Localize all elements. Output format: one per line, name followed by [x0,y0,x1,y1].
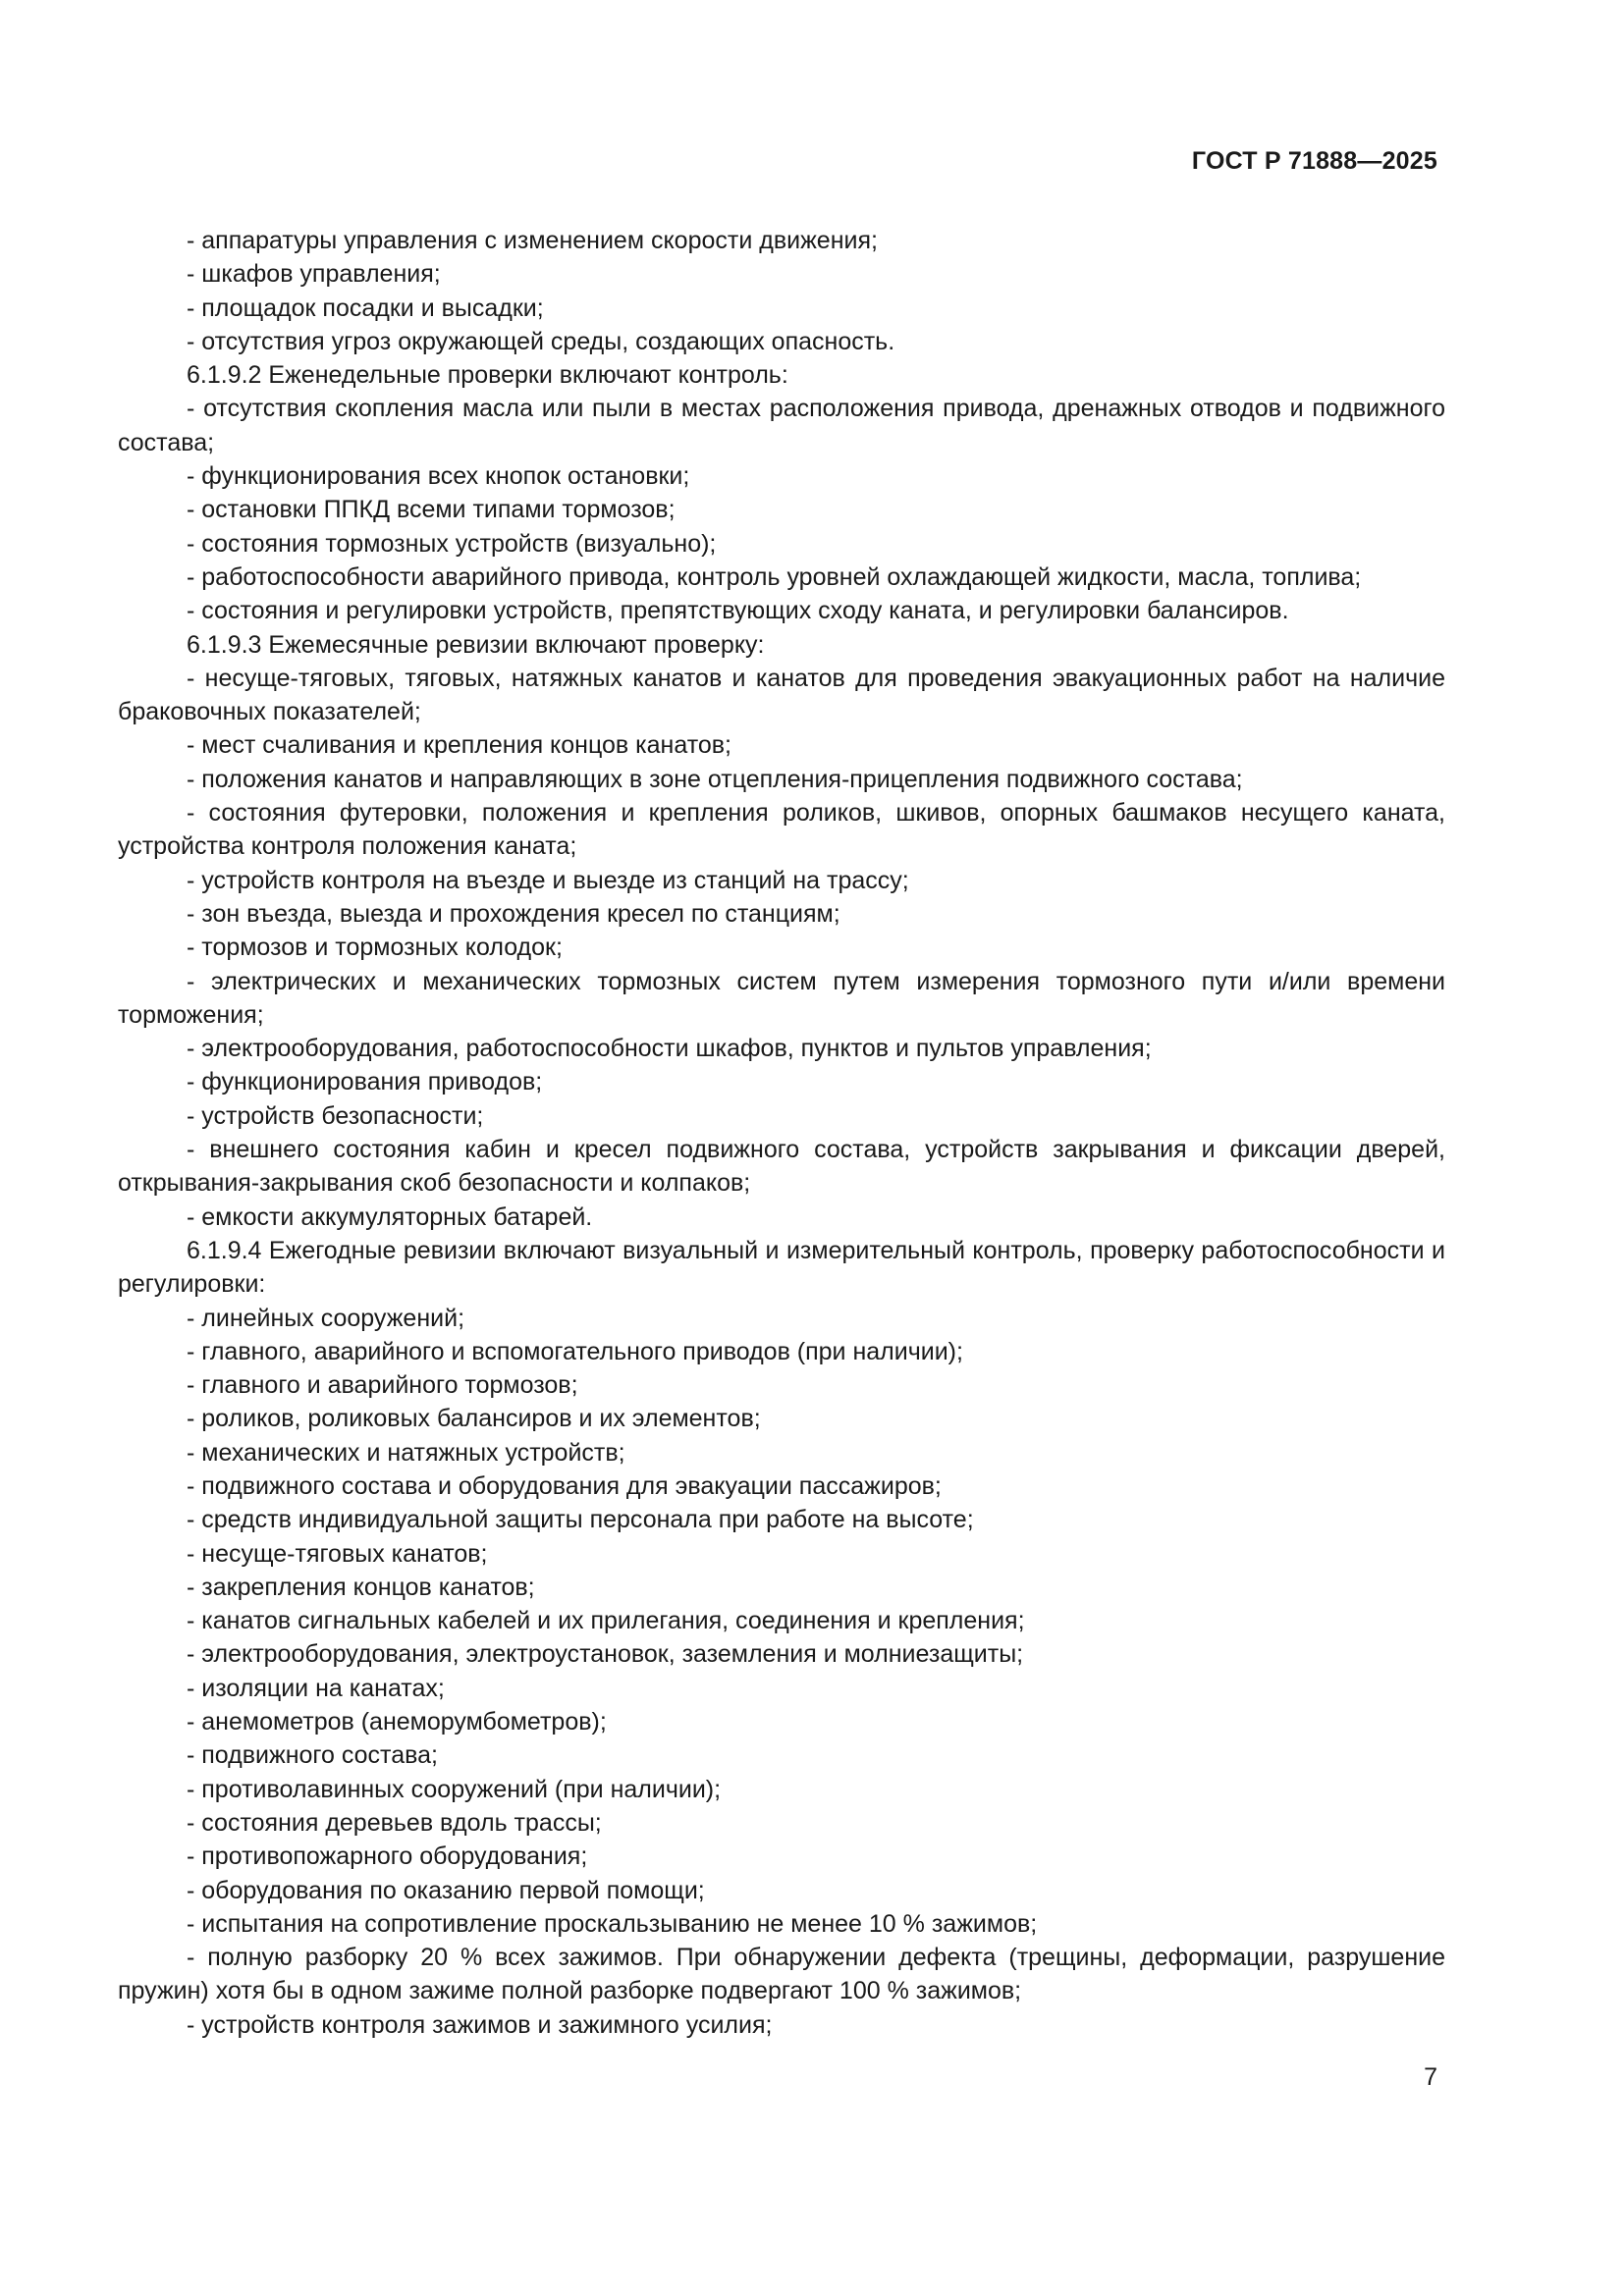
paragraph: - устройств безопасности; [187,1101,484,1130]
paragraph: - шкафов управления; [187,260,441,289]
paragraph: - состояния футеровки, положения и крепления роликов, шкивов, опорных башмаков несущего каната, устройства контроля положения каната; [118,799,1445,861]
section-heading-6-1-9-2: 6.1.9.2 Еженедельные проверки включают контроль: [187,361,788,390]
paragraph: - положения канатов и направляющих в зоне отцепления-прицепления подвижного состава; [187,765,1243,793]
paragraph: - функционирования приводов; [187,1068,543,1096]
paragraph: - мест счаливания и крепления концов канатов; [187,731,732,760]
paragraph: - устройств контроля на въезде и выезде из станций на трассу; [187,866,909,894]
paragraph: - испытания на сопротивление проскальзыванию не менее 10 % зажимов; [187,1909,1038,1938]
paragraph: - подвижного состава и оборудования для эвакуации пассажиров; [187,1471,942,1500]
paragraph: - тормозов и тормозных колодок; [187,934,563,962]
paragraph: - состояния деревьев вдоль трассы; [187,1808,602,1837]
paragraph: - оборудования по оказанию первой помощи; [187,1876,705,1904]
paragraph: - подвижного состава; [187,1741,438,1770]
paragraph: - анемометров (анеморумбометров); [187,1708,607,1736]
paragraph: - изоляции на канатах; [187,1674,445,1702]
paragraph: - противолавинных сооружений (при наличии); [187,1775,722,1803]
document-header: ГОСТ Р 71888—2025 [1191,147,1437,175]
paragraph: - устройств контроля зажимов и зажимного усилия; [187,2010,773,2039]
paragraph: - главного, аварийного и вспомогательного приводов (при наличии); [187,1337,963,1365]
paragraph: - канатов сигнальных кабелей и их прилегания, соединения и крепления; [187,1607,1025,1635]
paragraph: - механических и натяжных устройств; [187,1438,625,1467]
document-body [118,224,1445,2042]
paragraph: - состояния и регулировки устройств, препятствующих сходу каната, и регулировки балансиров. [187,597,1289,625]
paragraph: - линейных сооружений; [187,1304,465,1332]
page-number: 7 [1424,2063,1437,2091]
paragraph: - закрепления концов канатов; [187,1573,535,1601]
paragraph: - внешнего состояния кабин и кресел подвижного состава, устройств закрывания и фиксации дверей, открывания-закрывания скоб безопасности и колпаков; [118,1136,1445,1198]
paragraph: - отсутствия скопления масла или пыли в местах расположения привода, дренажных отводов и подвижного состава; [118,395,1445,456]
paragraph: - емкости аккумуляторных батарей. [187,1202,593,1231]
paragraph: - отсутствия угроз окружающей среды, создающих опасность. [187,327,895,355]
paragraph: - функционирования всех кнопок остановки; [187,462,690,491]
paragraph: - электрооборудования, электроустановок, заземления и молниезащиты; [187,1640,1024,1669]
paragraph: - электрических и механических тормозных систем путем измерения тормозного пути и/или времени торможения; [118,967,1445,1029]
paragraph: - несуще-тяговых канатов; [187,1539,488,1568]
paragraph: - роликов, роликовых балансиров и их элементов; [187,1405,761,1433]
paragraph: - остановки ППКД всеми типами тормозов; [187,496,676,524]
paragraph: - электрооборудования, работоспособности шкафов, пунктов и пультов управления; [187,1035,1152,1063]
paragraph: - противопожарного оборудования; [187,1842,588,1871]
paragraph: - полную разборку 20 % всех зажимов. При обнаружении дефекта (трещины, деформации, разрушение пружин) хотя бы в одном зажиме полной разборке подвергают 100 % зажимов; [118,1944,1445,2005]
paragraph: - главного и аварийного тормозов; [187,1371,578,1400]
section-heading-6-1-9-3: 6.1.9.3 Ежемесячные ревизии включают проверку: [187,630,765,659]
paragraph: - работоспособности аварийного привода, контроль уровней охлаждающей жидкости, масла, топлива; [187,562,1362,591]
section-heading-6-1-9-4: 6.1.9.4 Ежегодные ревизии включают визуальный и измерительный контроль, проверку работоспособности и регулировки: [118,1236,1445,1299]
paragraph: - аппаратуры управления с изменением скорости движения; [187,227,878,254]
paragraph: - средств индивидуальной защиты персонала при работе на высоте; [187,1506,974,1534]
paragraph: - несуще-тяговых, тяговых, натяжных канатов и канатов для проведения эвакуационных работ на наличие браковочных показателей; [118,664,1445,726]
paragraph: - состояния тормозных устройств (визуально); [187,529,717,558]
paragraph: - зон въезда, выезда и прохождения кресел по станциям; [187,899,840,928]
paragraph: - площадок посадки и высадки; [187,294,544,322]
